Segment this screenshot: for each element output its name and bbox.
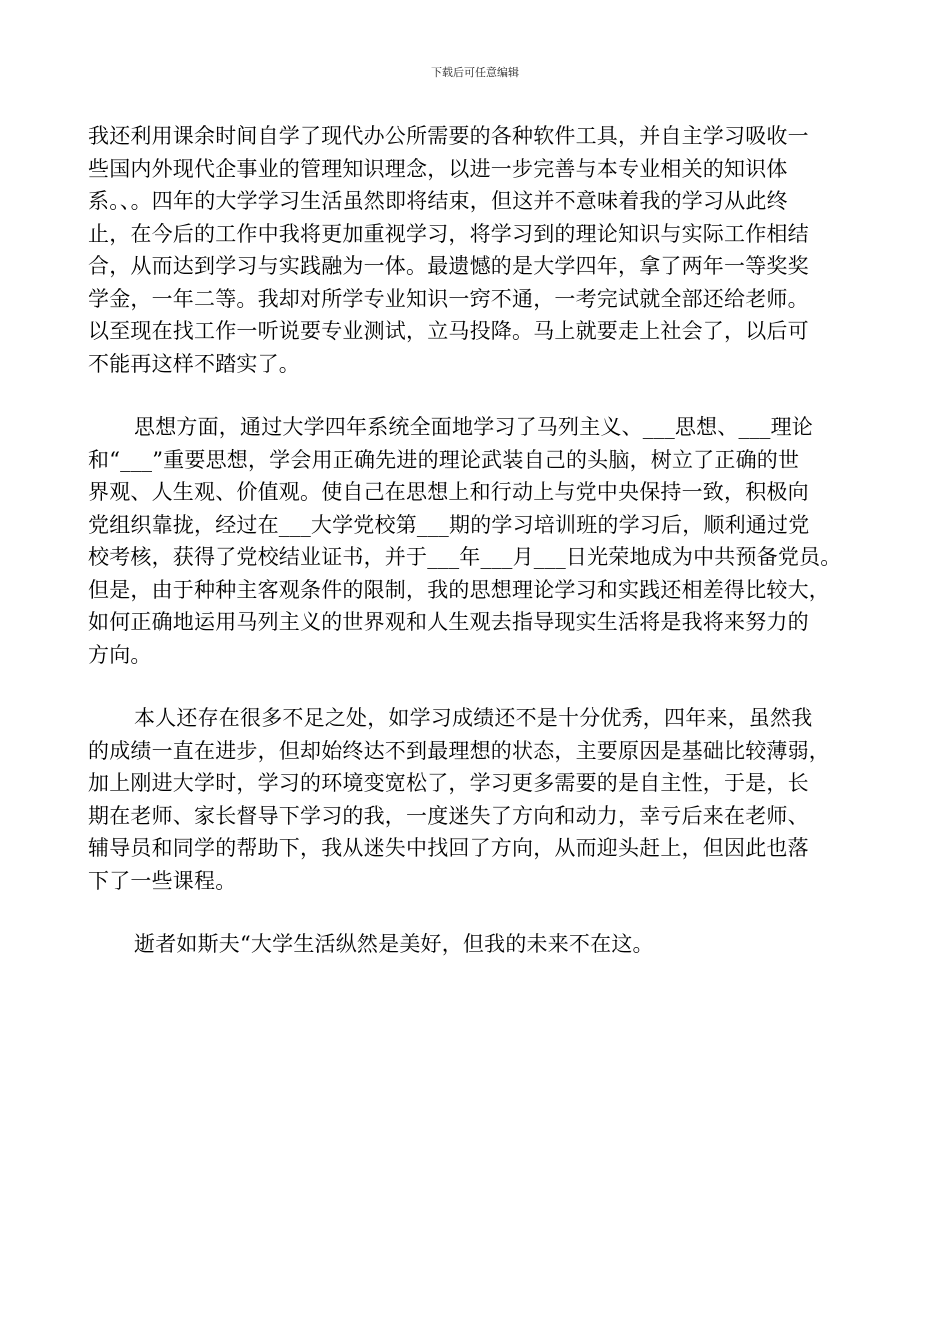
paragraph-spacer: [88, 897, 862, 928]
text-line: 不能再这样不踏实了。: [88, 351, 300, 376]
text-line: 和“___”重要思想，学会用正确先进的理论武装自己的头脑，树立了正确的世: [88, 447, 800, 472]
text-line: 学金，一年二等。我却对所学专业知识一窍不通，一考完试就全部还给老师。: [88, 286, 809, 311]
text-line: 界观、人生观、价值观。使自己在思想上和行动上与党中央保持一致，积极向: [88, 480, 809, 504]
text-line: 如何正确地运用马列主义的世界观和人生观去指导现实生活将是我将来努力的: [88, 610, 809, 634]
text-line: 我还利用课余时间自学了现代办公所需要的各种软件工具，并自主学习吸收一: [88, 124, 809, 148]
text-line: 下了一些课程。: [88, 868, 237, 893]
text-line: 方向。: [88, 642, 152, 667]
text-line: 校考核，获得了党校结业证书，并于___年___月___日光荣地成为中共预备党员。: [88, 545, 842, 569]
text-line: 止，在今后的工作中我将更加重视学习，将学习到的理论知识与实际工作相结: [88, 221, 809, 246]
text-line: 系。、。四年的大学学习生活虽然即将结束，但这并不意味着我的学习从此终: [88, 189, 788, 213]
document-body: [88, 120, 862, 961]
paragraph-spacer: [88, 380, 862, 411]
text-line: 加上刚进大学时，学习的环境变宽松了，学习更多需要的是自主性，于是，长: [88, 771, 809, 795]
paragraph-self-study: [88, 120, 862, 380]
text-line: 合，从而达到学习与实践融为一体。最遗憾的是大学四年，拿了两年一等奖奖: [88, 254, 809, 278]
text-line: 党组织靠拢，经过在___大学党校第___期的学习培训班的学习后，顺利通过党: [88, 512, 810, 537]
text-line: 逝者如斯夫“大学生活纵然是美好，但我的未来不在这。: [134, 932, 654, 956]
page-header: 下载后可任意编辑: [431, 66, 519, 79]
text-line: 些国内外现代企事业的管理知识理念，以进一步完善与本专业相关的知识体: [88, 156, 788, 181]
paragraph-ideology: [88, 411, 862, 671]
text-line: 的成绩一直在进步，但却始终达不到最理想的状态，主要原因是基础比较薄弱，: [88, 738, 830, 763]
text-line: 辅导员和同学的帮助下，我从迷失中找回了方向，从而迎头赶上，但因此也落: [88, 836, 809, 860]
paragraph-closing: [88, 928, 862, 961]
text-line: 思想方面，通过大学四年系统全面地学习了马列主义、___思想、___理论: [134, 415, 813, 439]
text-line: 但是，由于种种主客观条件的限制，我的思想理论学习和实践还相差得比较大，: [88, 577, 830, 602]
paragraph-spacer: [88, 671, 862, 702]
text-line: 本人还存在很多不足之处，如学习成绩还不是十分优秀，四年来，虽然我: [134, 706, 813, 730]
text-line: 期在老师、家长督导下学习的我，一度迷失了方向和动力，幸亏后来在老师、: [88, 803, 809, 828]
paragraph-shortcomings: [88, 702, 862, 897]
text-line: 以至现在找工作一听说要专业测试，立马投降。马上就要走上社会了，以后可: [88, 319, 809, 343]
